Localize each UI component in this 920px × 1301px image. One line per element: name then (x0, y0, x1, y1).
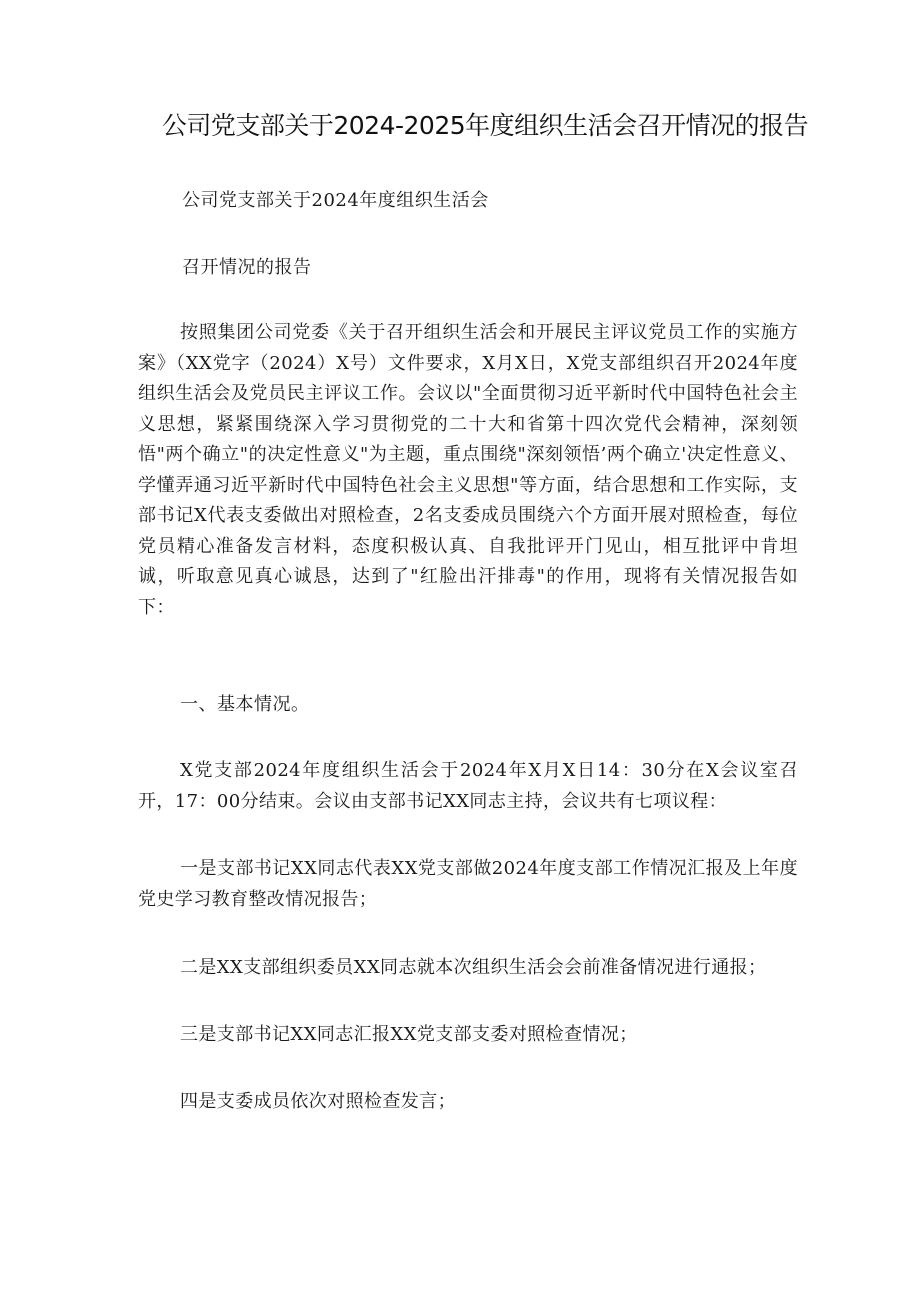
agenda-item-2: 二是XX支部组织委员XX同志就本次组织生活会会前准备情况进行通报； (180, 957, 767, 978)
subtitle-line-1: 公司党支部关于2024年度组织生活会 (182, 190, 489, 211)
agenda-item-1: 一是支部书记XX同志代表XX党支部做2024年度支部工作情况汇报及上年度党史学习教育整改情况报告； (138, 858, 798, 910)
intro-paragraph: 按照集团公司党委《关于召开组织生活会和开展民主评议党员工作的实施方案》（XX党字（2024）X号）文件要求，X月X日，X党支部组织召开2024年度组织生活会及党员民主评议工作。会议以"全面贯彻习近平新时代中国特色社会主义思想，紧紧围绕深入学习贯彻党的二十大和省第十四次党代会精神，深刻领悟"两个确立"的决定性意义"为主题，重点围绕"深刻领悟’两个确立'决定性意义、学懂弄通习近平新时代中国特色社会主义思想"等方面，结合思想和工作实际，支部书记X代表支委做出对照检查，2名支委成员围绕六个方面开展对照检查，每位党员精心准备发言材料，态度积极认真、自我批评开门见山，相互批评中肯坦诚，听取意见真心诚恳，达到了"红脸出汗排毒"的作用，现将有关情况报告如下： (138, 322, 798, 618)
section-heading-basic-info: 一、基本情况。 (180, 694, 310, 715)
subtitle-line-2: 召开情况的报告 (182, 257, 312, 278)
agenda-item-3: 三是支部书记XX同志汇报XX党支部支委对照检查情况； (180, 1024, 638, 1045)
document-title: 公司党支部关于2024-2025年度组织生活会召开情况的报告 (161, 111, 809, 140)
agenda-item-4: 四是支委成员依次对照检查发言； (180, 1091, 456, 1112)
basic-info-paragraph: X党支部2024年度组织生活会于2024年X月X日14：30分在X会议室召开，17：00分结束。会议由支部书记XX同志主持，会议共有七项议程： (138, 760, 798, 812)
